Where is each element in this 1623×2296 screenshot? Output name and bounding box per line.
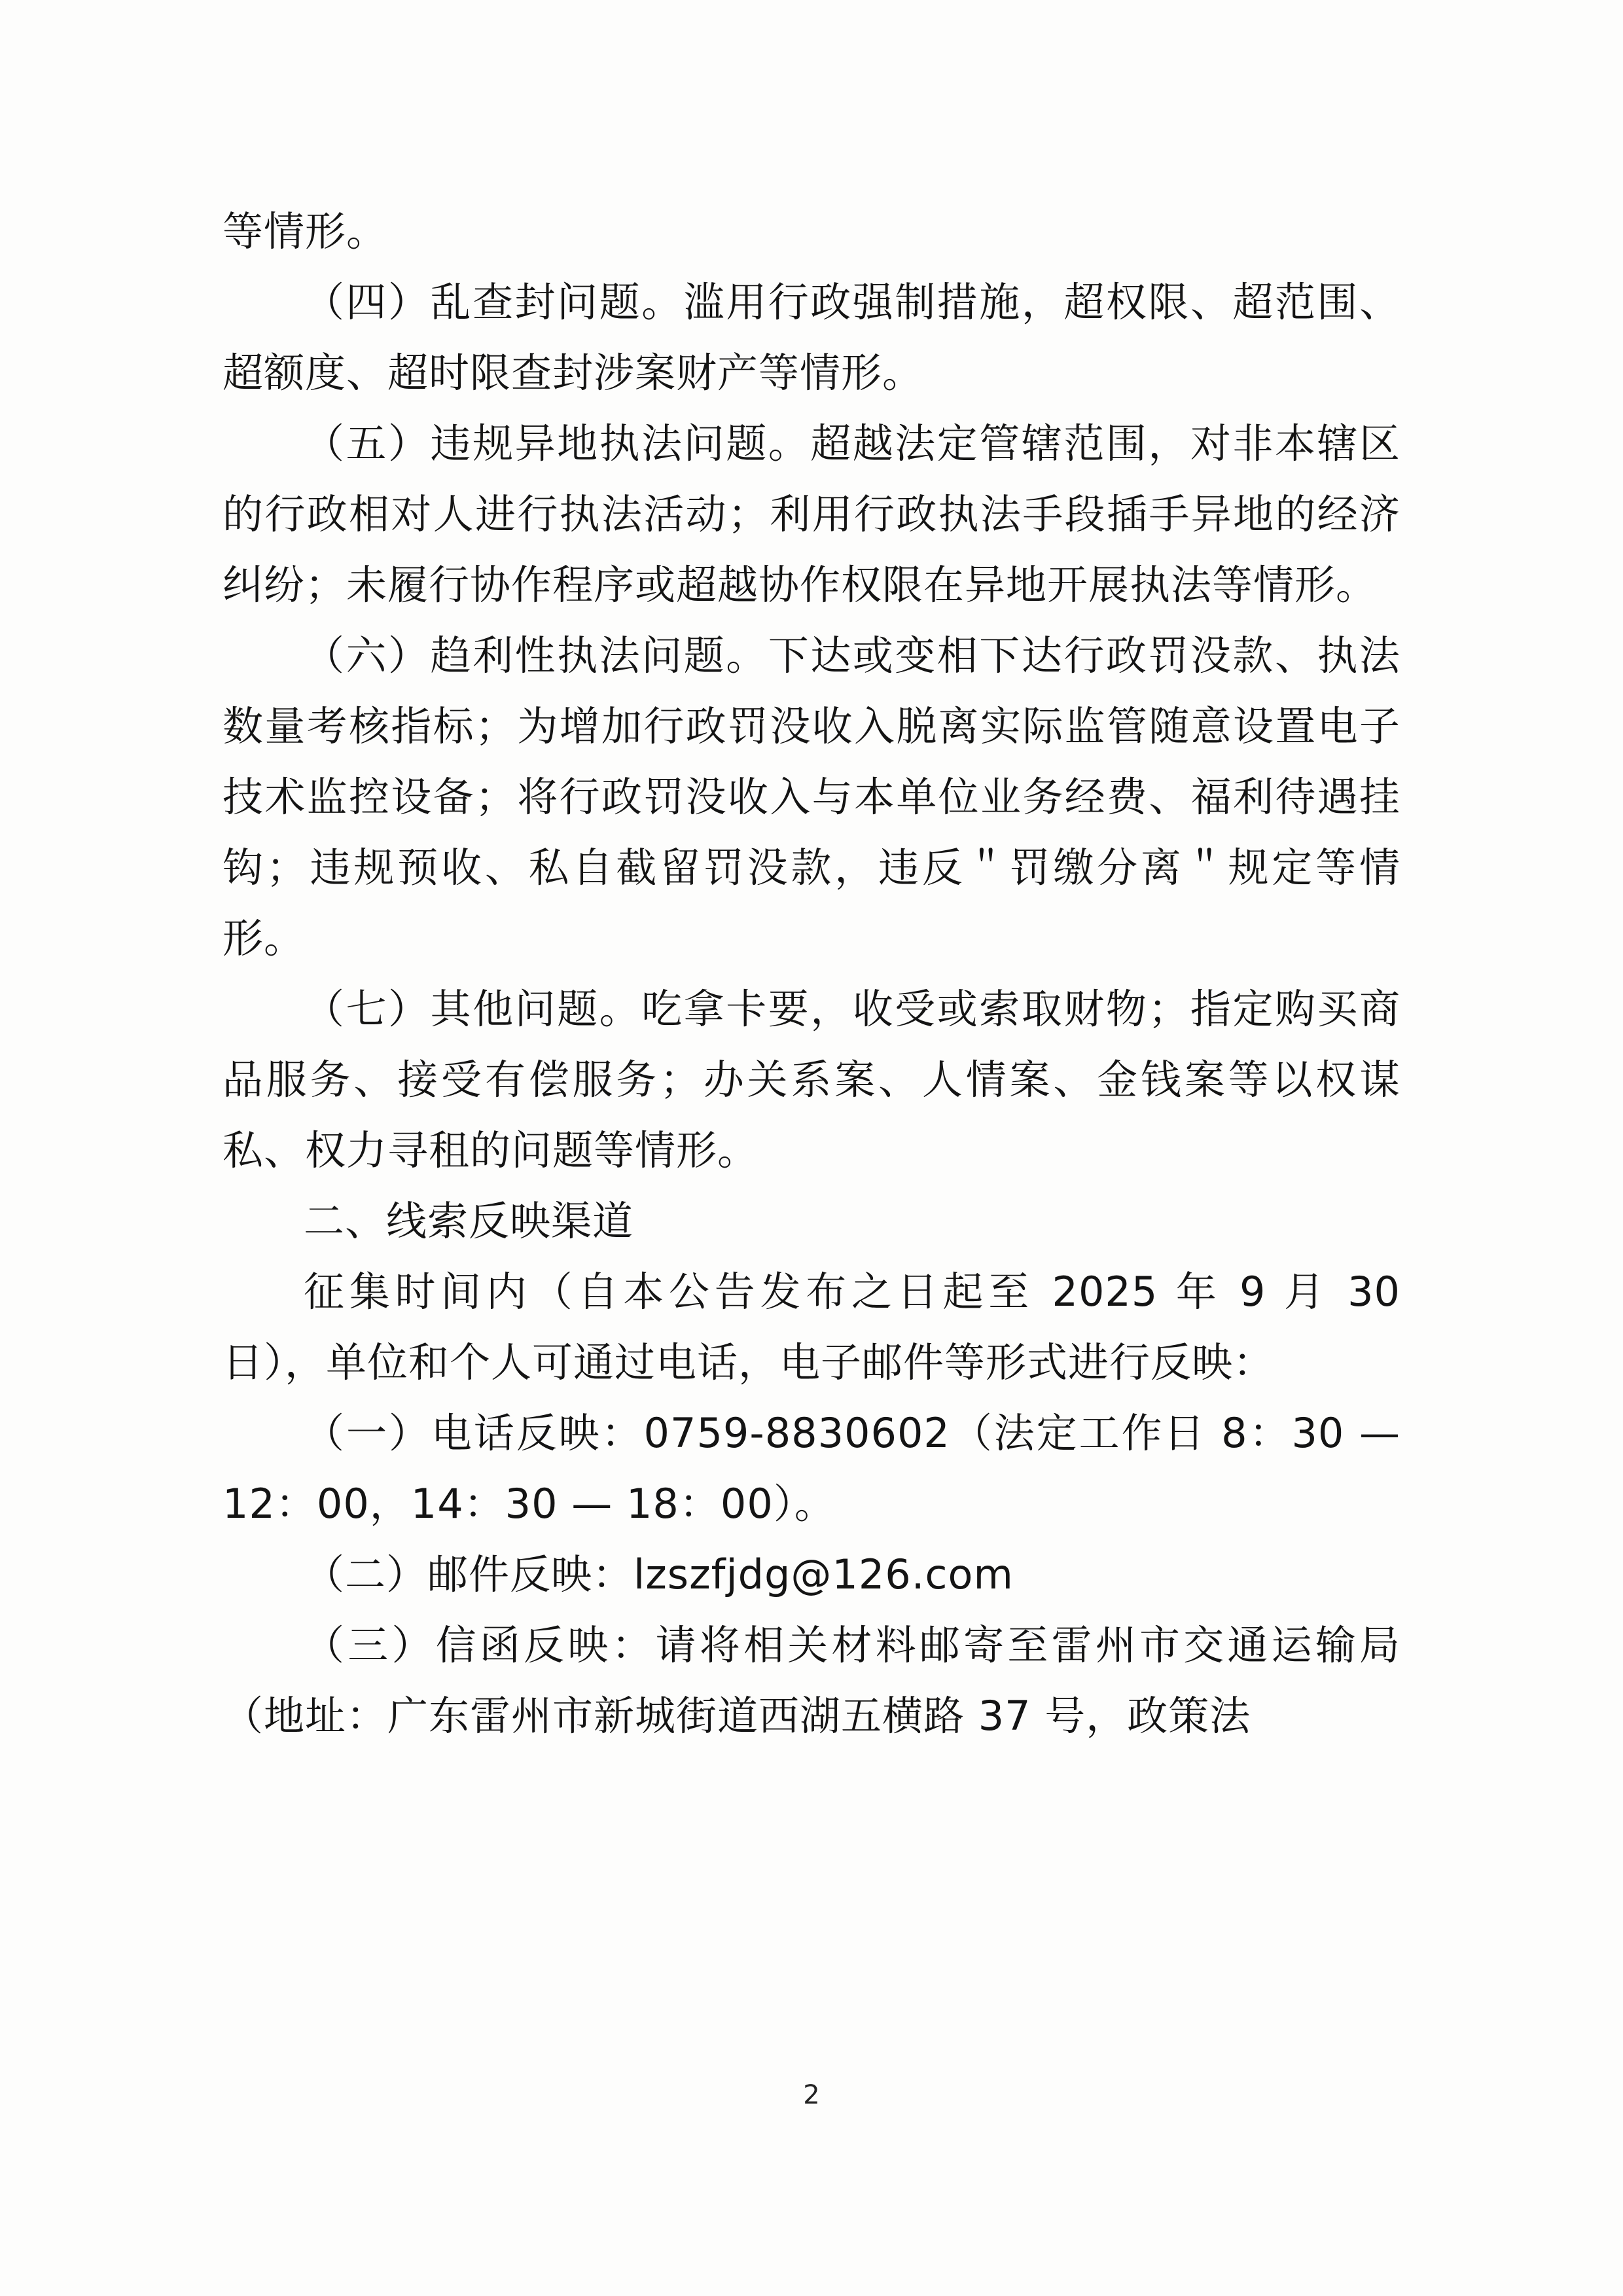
section-2-heading: 二、线索反映渠道 xyxy=(304,1197,634,1245)
channel-mail: （三）信函反映：请将相关材料邮寄至雷州市交通运输局（地址：广东雷州市新城街道西湖五横路 37 号，政策法 xyxy=(223,1621,1400,1740)
paragraph-item-4: （四）乱查封问题。滥用行政强制措施，超权限、超范围、超额度、超时限查封涉案财产等情形。 xyxy=(223,278,1400,397)
paragraph-item-7: （七）其他问题。吃拿卡要，收受或索取财物；指定购买商品服务、接受有偿服务；办关系案、人情案、金钱案等以权谋私、权力寻租的问题等情形。 xyxy=(223,985,1400,1174)
page-number: 2 xyxy=(803,2080,820,2110)
document-body xyxy=(223,196,1400,1751)
channel-email: （二）邮件反映：lzszfjdg@126.com xyxy=(304,1551,1014,1598)
section-2-intro: 征集时间内（自本公告发布之日起至 2025 年 9 月 30 日），单位和个人可通过电话，电子邮件等形式进行反映： xyxy=(223,1268,1400,1386)
paragraph-item-6: （六）趋利性执法问题。下达或变相下达行政罚没款、执法数量考核指标；为增加行政罚没收入脱离实际监管随意设置电子技术监控设备；将行政罚没收入与本单位业务经费、福利待遇挂钩；违规预收、私自截留罚没款，违反＂罚缴分离＂规定等情形。 xyxy=(223,632,1400,962)
paragraph-item-5: （五）违规异地执法问题。超越法定管辖范围，对非本辖区的行政相对人进行执法活动；利用行政执法手段插手异地的经济纠纷；未履行协作程序或超越协作权限在异地开展执法等情形。 xyxy=(223,420,1400,609)
channel-phone: （一）电话反映：0759‐8830602（法定工作日 8：30 — 12：00，14：30 — 18：00）。 xyxy=(223,1409,1400,1528)
paragraph-continuation: 等情形。 xyxy=(223,207,388,255)
